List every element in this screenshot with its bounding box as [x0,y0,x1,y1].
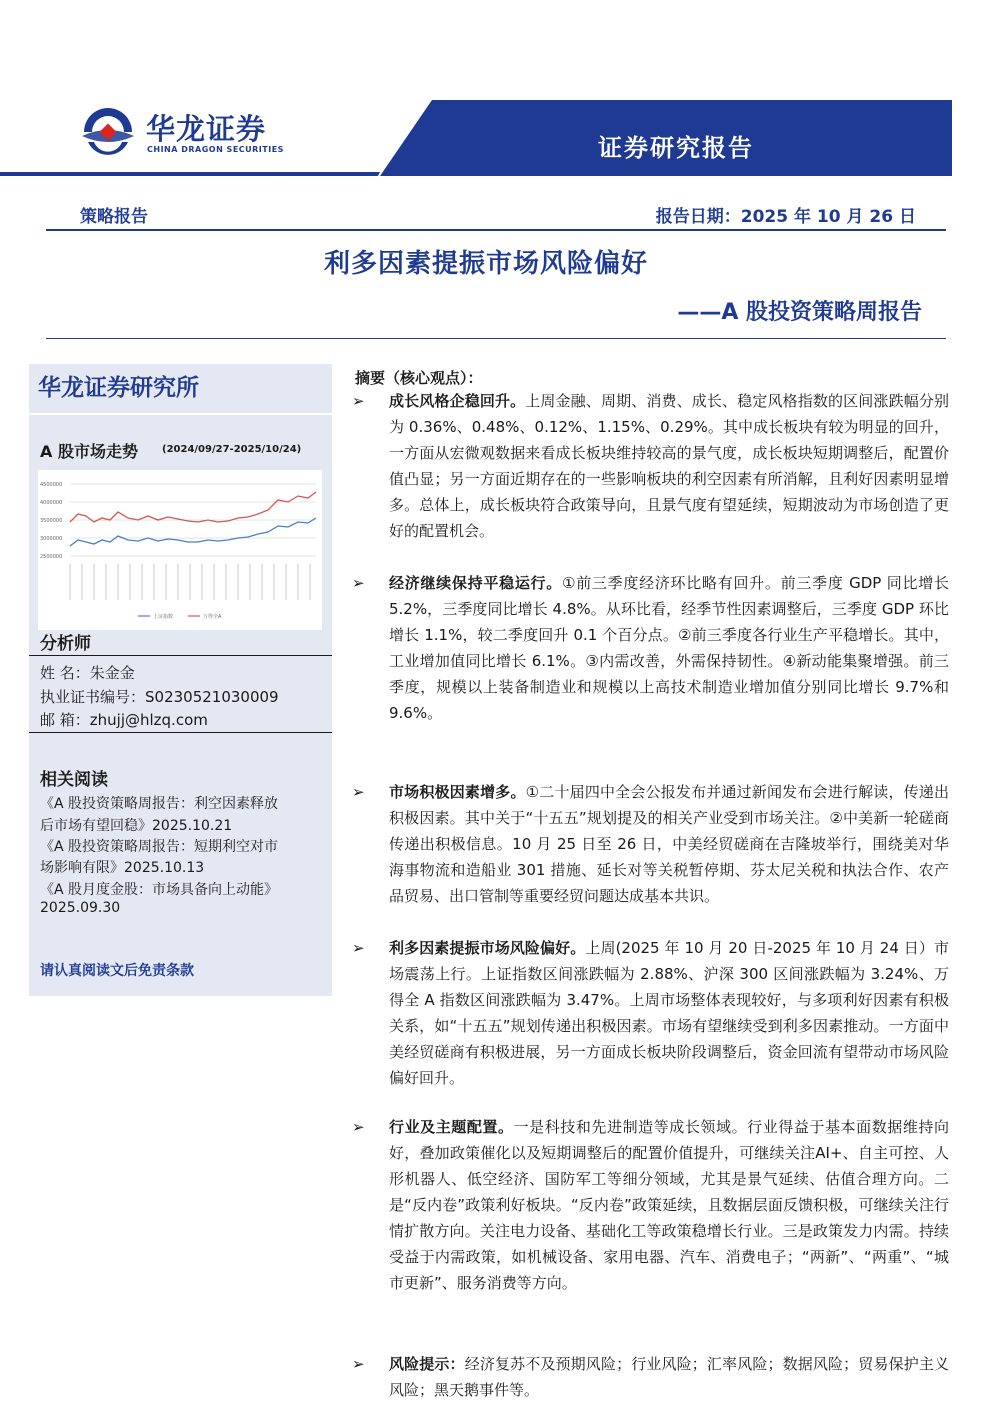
report-category: 策略报告 [80,207,148,227]
svg-text:4000000: 4000000 [40,500,63,506]
svg-text:3000000: 3000000 [40,536,63,542]
report-title: 利多因素提振市场风险偏好 [323,249,648,279]
abstract-paragraph: 经济继续保持平稳运行。①前三季度经济环比略有回升。前三季度 GDP 同比增长 5.2%，三季度同比增长 4.8%。从环比看，经季节性因素调整后，三季度 GDP 环比增长 1.1%，较二季度回升 0.1 个百分点。②前三季度各行业生产平稳增长。其中，工业增加值同比增长 6.1%。③内需改善，外需保持韧性。④新动能集聚增强。前三季度，规模以上装备制造业和规模以上高技术制造业增加值分别同比增长 9.7%和 9.6%。 [389,574,949,722]
market-trend-range: (2024/09/27-2025/10/24) [162,444,302,455]
abstract-paragraph: 成长风格企稳回升。上周金融、周期、消费、成长、稳定风格指数的区间涨跌幅分别为 0.36%、0.48%、0.12%、1.15%、0.29%。其中成长板块有较为明显的回升，一方面从宏微观数据来看成长板块维持较高的景气度，成长板块短期调整后，配置价值凸显；另一方面近期存在的一些影响板块的利空因素有所消解，且利好因素明显增多。总体上，成长板块符合政策导向，且景气度有望延续，短期波动为市场创造了更好的配置机会。 [389,392,949,540]
analyst-heading: 分析师 [40,634,91,654]
report-subtitle: ——A 股投资策略周报告 [677,300,922,325]
bullet-icon: ➢ [352,939,365,957]
title-divider [46,338,946,339]
meta-divider [46,229,946,231]
bullet-icon: ➢ [352,574,365,592]
company-logo [78,102,138,162]
abstract-paragraph: 行业及主题配置。一是科技和先进制造等成长领域。行业得益于基本面数据维持向好，叠加政策催化以及短期调整后的配置价值提升，可继续关注AI+、自主可控、人形机器人、低空经济、国防军工等细分领域，尤其是景气延续、估值合理方向。二是“反内卷”政策利好板块。“反内卷”政策延续，且数据层面反馈积极，可继续关注行情扩散方向。关注电力设备、基础化工等政策稳增长行业。三是政策发力内需。持续受益于内需政策，如机械设备、家用电器、汽车、消费电子；“两新”、“两重”、“城市更新”、服务消费等方向。 [389,1118,949,1292]
abstract-paragraph: 风险提示：经济复苏不及预期风险；行业风险；汇率风险；数据风险；贸易保护主义风险；黑天鹅事件等。 [389,1355,949,1399]
related-item[interactable]: 《A 股投资策略周报告：利空因素释放 [40,796,279,812]
brand-name-en: CHINA DRAGON SECURITIES [147,145,284,154]
analyst-name: 姓 名：朱金金 [40,664,135,682]
disclaimer-notice: 请认真阅读文后免责条款 [40,963,194,979]
abstract-paragraph: 利多因素提振市场风险偏好。上周(2025 年 10 月 20 日-2025 年 10 月 24 日）市场震荡上行。上证指数区间涨跌幅为 2.88%、沪深 300 区间涨跌幅为 3.24%、万得全 A 指数区间涨跌幅为 3.47%。上周市场整体表现较好，与多项利好因素有积极关系，如“十五五”规划传递出积极因素。市场有望继续受到利多因素推动。一方面中美经贸磋商有积极进展，另一方面成长板块阶段调整后，资金回流有望带动市场风险偏好回升。 [389,939,949,1087]
svg-text:3500000: 3500000 [40,518,63,524]
related-item[interactable]: 《A 股投资策略周报告：短期利空对市 [40,839,279,855]
related-item[interactable]: 2025.09.30 [40,900,121,916]
brand-name-cn: 华龙证券 [146,112,267,146]
chart-legend-wind: 万得全A [203,614,222,620]
bullet-icon: ➢ [352,1355,365,1373]
related-item[interactable]: 场影响有限》2025.10.13 [40,860,205,876]
bullet-icon: ➢ [352,783,365,801]
related-item[interactable]: 后市场有望回稳》2025.10.21 [40,818,233,834]
svg-text:4500000: 4500000 [40,482,63,488]
institute-name: 华龙证券研究所 [38,375,199,401]
report-date: 报告日期：2025 年 10 月 26 日 [655,207,916,227]
bullet-icon: ➢ [352,392,365,410]
related-divider [29,732,332,733]
analyst-divider [29,655,332,656]
related-reading-heading: 相关阅读 [40,770,108,790]
chart-legend-sh: 上证指数 [153,614,174,620]
market-trend-chart [38,470,322,630]
bullet-icon: ➢ [352,1118,365,1136]
abstract-heading: 摘要（核心观点）： [355,369,483,387]
analyst-cert: 执业证书编号：S0230521030009 [40,688,279,706]
market-trend-title: A 股市场走势 [40,442,138,461]
analyst-email: 邮 箱：zhujj@hlzq.com [40,711,208,729]
banner-title: 证券研究报告 [598,134,754,162]
sidebar-divider [29,413,332,415]
related-item[interactable]: 《A 股月度金股：市场具备向上动能》 [40,882,279,898]
svg-text:2500000: 2500000 [40,554,63,560]
abstract-paragraph: 市场积极因素增多。①二十届四中全会公报发布并通过新闻发布会进行解读，传递出积极因素。其中关于“十五五”规划提及的相关产业受到市场关注。②中美新一轮磋商传递出积极信息。10 月 25 日至 26 日，中美经贸磋商在吉隆坡举行，围绕美对华海事物流和造船业 301 措施、延长对等关税暂停期、芬太尼关税和执法合作、农产品贸易、出口管制等重要经贸问题达成基本共识。 [389,783,949,905]
